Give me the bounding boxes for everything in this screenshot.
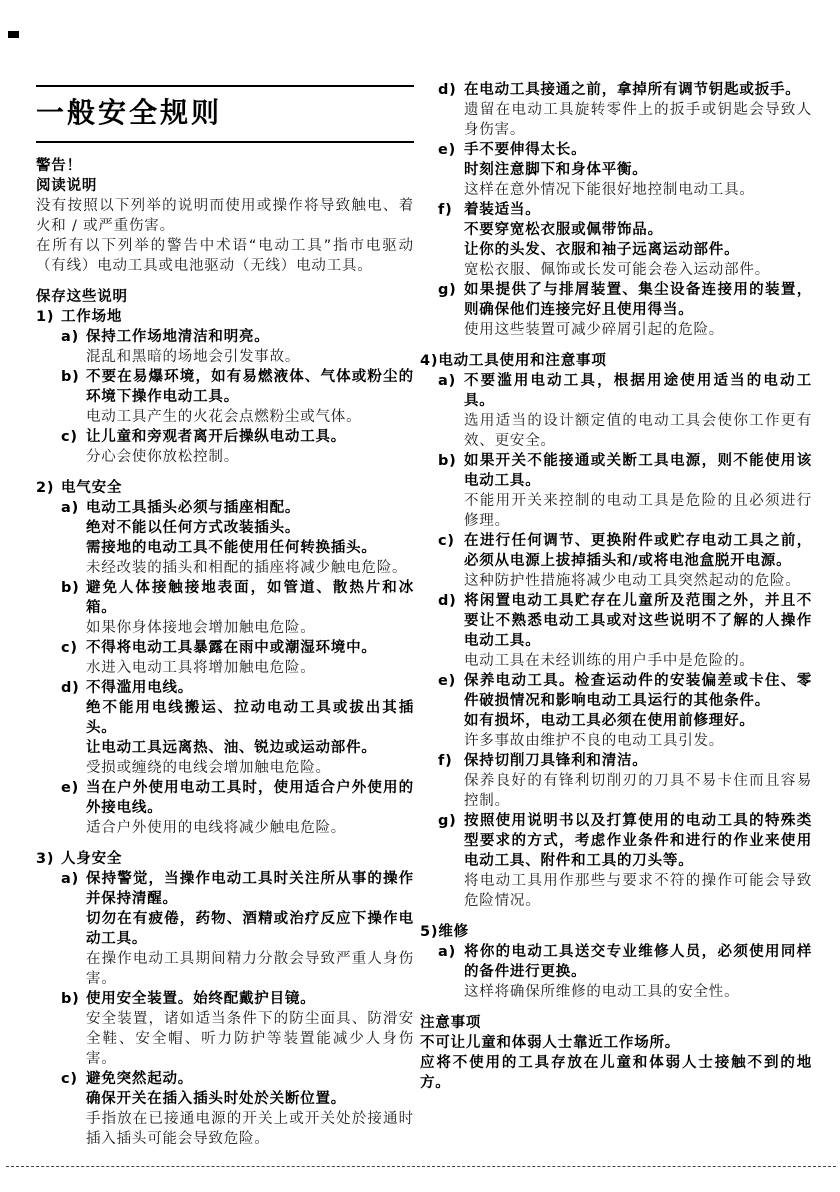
item-rule-text: 当在户外使用电动工具时，使用适合户外使用的外接电线。 bbox=[86, 780, 414, 816]
column-right-blocks bbox=[420, 80, 812, 1093]
item-rule-text: 不要穿宽松衣服或佩带饰品。 bbox=[464, 222, 663, 238]
item-letter: e) bbox=[438, 673, 457, 689]
column-left-blocks bbox=[36, 156, 414, 1149]
paragraph: 在所有以下列举的警告中术语“电动工具”指市电驱动（有线）电动工具或电池驱动（无线）电动工具。 bbox=[36, 238, 414, 274]
item-body bbox=[464, 942, 812, 1002]
section-title: 电气安全 bbox=[61, 480, 123, 496]
list-item bbox=[36, 578, 414, 638]
section-header bbox=[420, 351, 812, 371]
item-letter: b) bbox=[61, 369, 80, 385]
item-explanation-text: 手指放在已接通电源的开关上或开关处於接通时插入插头可能会导致危险。 bbox=[86, 1111, 414, 1147]
section-header bbox=[36, 307, 414, 327]
paragraph: 没有按照以下列举的说明而使用或操作将导致触电、着火和 / 或严重伤害。 bbox=[36, 198, 414, 234]
item-rule-text: 将闲置电动工具贮存在儿童所及范围之外，并且不要让不熟悉电动工具或对这些说明不了解的人操作电动工具。 bbox=[464, 593, 812, 649]
paragraph: 保存这些说明 bbox=[36, 289, 128, 305]
item-explanation-text: 保养良好的有锋利切削刃的刀具不易卡住而且容易控制。 bbox=[464, 773, 812, 809]
list-item bbox=[36, 778, 414, 838]
item-rule-text: 让你的头发、衣服和袖子远离运动部件。 bbox=[464, 242, 740, 258]
list-item bbox=[36, 638, 414, 678]
item-body bbox=[86, 989, 414, 1069]
list-item bbox=[36, 427, 414, 467]
item-rule-text: 时刻注意脚下和身体平衡。 bbox=[464, 162, 648, 178]
item-rule-text: 保持工作场地清洁和明亮。 bbox=[86, 329, 270, 345]
item-letter: a) bbox=[438, 373, 457, 389]
item-explanation-text: 电动工具在未经训练的用户手中是危险的。 bbox=[464, 653, 755, 669]
item-rule-text: 如果开关不能接通或关断工具电源，则不能使用该电动工具。 bbox=[464, 453, 812, 489]
section-number: 3) bbox=[36, 851, 55, 867]
item-letter: d) bbox=[438, 82, 457, 98]
item-rule-text: 着装适当。 bbox=[464, 202, 541, 218]
item-rule-text: 保持切削刀具锋利和清洁。 bbox=[464, 753, 648, 769]
item-rule-text: 避免突然起动。 bbox=[86, 1071, 194, 1087]
item-rule-text: 在电动工具接通之前，拿掉所有调节钥匙或扳手。 bbox=[464, 82, 801, 98]
item-letter: c) bbox=[438, 533, 455, 549]
paragraph: 阅读说明 bbox=[36, 178, 98, 194]
section-number: 2) bbox=[36, 480, 55, 496]
item-body bbox=[86, 367, 414, 427]
item-explanation-text: 水进入电动工具将增加触电危险。 bbox=[86, 660, 316, 676]
item-explanation-text: 如果你身体接地会增加触电危险。 bbox=[86, 620, 316, 636]
list-item bbox=[420, 671, 812, 751]
item-explanation-text: 这种防护性措施将减少电动工具突然起动的危险。 bbox=[464, 573, 801, 589]
item-body bbox=[86, 638, 414, 678]
item-letter: d) bbox=[61, 680, 80, 696]
item-rule-text: 不要在易爆环境，如有易燃液体、气体或粉尘的环境下操作电动工具。 bbox=[86, 369, 414, 405]
item-body bbox=[464, 811, 812, 911]
item-rule-text: 使用安全装置。始终配戴护目镜。 bbox=[86, 991, 316, 1007]
item-explanation-text: 遗留在电动工具旋转零件上的扳手或钥匙会导致人身伤害。 bbox=[464, 102, 812, 138]
item-letter: e) bbox=[61, 780, 80, 796]
section-header bbox=[420, 922, 812, 942]
item-letter: c) bbox=[61, 1071, 78, 1087]
item-body bbox=[464, 451, 812, 531]
item-explanation-text: 混乱和黑暗的场地会引发事故。 bbox=[86, 349, 301, 365]
list-item bbox=[36, 989, 414, 1069]
list-item bbox=[36, 498, 414, 578]
item-rule-text: 确保开关在插入插头时处於关断位置。 bbox=[86, 1091, 347, 1107]
item-rule-text: 需接地的电动工具不能使用任何转换插头。 bbox=[86, 540, 377, 556]
item-body bbox=[464, 200, 812, 280]
item-letter: a) bbox=[438, 944, 457, 960]
item-rule-text: 不得滥用电线。 bbox=[86, 680, 194, 696]
section-title: 工作场地 bbox=[61, 309, 123, 325]
item-body bbox=[464, 80, 812, 140]
item-rule-text: 将你的电动工具送交专业维修人员，必须使用同样的备件进行更换。 bbox=[464, 944, 812, 980]
item-explanation-text: 不能用开关来控制的电动工具是危险的且必须进行修理。 bbox=[464, 493, 812, 529]
item-explanation-text: 受损或缠绕的电线会增加触电危险。 bbox=[86, 760, 331, 776]
item-rule-text: 不得将电动工具暴露在雨中或潮湿环境中。 bbox=[86, 640, 377, 656]
section-number: 5) bbox=[420, 924, 439, 940]
list-item bbox=[36, 869, 414, 989]
item-letter: f) bbox=[438, 753, 453, 769]
item-letter: a) bbox=[61, 329, 80, 345]
item-letter: b) bbox=[61, 580, 80, 596]
cut-line bbox=[6, 1166, 836, 1167]
item-body bbox=[464, 280, 812, 340]
item-explanation-text: 许多事故由维护不良的电动工具引发。 bbox=[464, 733, 725, 749]
item-explanation-text: 分心会使你放松控制。 bbox=[86, 449, 239, 465]
column-right bbox=[420, 80, 812, 1093]
section-title: 人身安全 bbox=[61, 851, 123, 867]
item-body bbox=[86, 327, 414, 367]
item-explanation-text: 未经改装的插头和相配的插座将减少触电危险。 bbox=[86, 560, 408, 576]
list-item bbox=[420, 811, 812, 911]
item-rule-text: 手不要伸得太长。 bbox=[464, 142, 587, 158]
item-body bbox=[86, 1069, 414, 1149]
item-explanation-text: 选用适当的设计额定值的电动工具会使你工作更有效、更安全。 bbox=[464, 413, 812, 449]
item-rule-text: 在进行任何调节、更换附件或贮存电动工具之前，必须从电源上拔掉插头和/或将电池盒脱开电源。 bbox=[464, 533, 812, 569]
item-rule-text: 绝不能用电线搬运、拉动电动工具或拔出其插头。 bbox=[86, 700, 414, 736]
item-explanation-text: 在操作电动工具期间精力分散会导致严重人身伤害。 bbox=[86, 951, 414, 987]
item-letter: f) bbox=[438, 202, 453, 218]
list-item bbox=[36, 367, 414, 427]
page-title: 一般安全规则 bbox=[36, 96, 223, 129]
item-rule-text: 切勿在有疲倦，药物、酒精或治疗反应下操作电动工具。 bbox=[86, 911, 414, 947]
item-body bbox=[86, 578, 414, 638]
list-item bbox=[420, 371, 812, 451]
section-title: 维修 bbox=[438, 924, 469, 940]
item-letter: a) bbox=[61, 500, 80, 516]
item-letter: g) bbox=[438, 813, 457, 829]
item-body bbox=[86, 869, 414, 989]
list-item bbox=[36, 678, 414, 778]
item-body bbox=[464, 371, 812, 451]
item-explanation-text: 将电动工具用作那些与要求不符的操作可能会导致危险情况。 bbox=[464, 873, 812, 909]
item-explanation-text: 电动工具产生的火花会点燃粉尘或气体。 bbox=[86, 409, 362, 425]
item-rule-text: 绝对不能以任何方式改装插头。 bbox=[86, 520, 301, 536]
item-letter: c) bbox=[61, 429, 78, 445]
item-explanation-text: 安全装置，诸如适当条件下的防尘面具、防滑安全鞋、安全帽、听力防护等装置能减少人身伤害。 bbox=[86, 1011, 414, 1067]
list-item bbox=[420, 80, 812, 140]
section-number: 4) bbox=[420, 353, 439, 369]
item-letter: b) bbox=[438, 453, 457, 469]
list-item bbox=[420, 140, 812, 200]
item-explanation-text: 这样将确保所维修的电动工具的安全性。 bbox=[464, 984, 740, 1000]
item-rule-text: 避免人体接触接地表面，如管道、散热片和冰箱。 bbox=[86, 580, 414, 616]
item-letter: a) bbox=[61, 871, 80, 887]
section-title: 电动工具使用和注意事项 bbox=[438, 353, 607, 369]
item-body bbox=[464, 591, 812, 671]
paragraph: 警告！ bbox=[36, 158, 82, 174]
item-body bbox=[86, 427, 414, 467]
registration-mark bbox=[8, 31, 19, 38]
paragraph: 注意事项 bbox=[420, 1015, 482, 1031]
paragraph: 应将不使用的工具存放在儿童和体弱人士接触不到的地方。 bbox=[420, 1055, 812, 1091]
item-rule-text: 电动工具插头必须与插座相配。 bbox=[86, 500, 301, 516]
list-item bbox=[420, 942, 812, 1002]
item-body bbox=[86, 778, 414, 838]
item-rule-text: 按照使用说明书以及打算使用的电动工具的特殊类型要求的方式，考虑作业条件和进行的作业来使用电动工具、附件和工具的刀头等。 bbox=[464, 813, 812, 869]
list-item bbox=[420, 280, 812, 340]
item-letter: c) bbox=[61, 640, 78, 656]
item-letter: e) bbox=[438, 142, 457, 158]
item-rule-text: 如有损坏，电动工具必须在使用前修理好。 bbox=[464, 713, 755, 729]
item-explanation-text: 宽松衣服、佩饰或长发可能会卷入运动部件。 bbox=[464, 262, 770, 278]
section-header bbox=[36, 849, 414, 869]
item-rule-text: 如果提供了与排屑装置、集尘设备连接用的装置，则确保他们连接完好且使用得当。 bbox=[464, 282, 812, 318]
list-item bbox=[420, 531, 812, 591]
list-item bbox=[36, 1069, 414, 1149]
item-body bbox=[464, 751, 812, 811]
item-rule-text: 让电动工具远离热、油、锐边或运动部件。 bbox=[86, 740, 377, 756]
section-header bbox=[36, 478, 414, 498]
item-letter: d) bbox=[438, 593, 457, 609]
item-explanation-text: 适合户外使用的电线将减少触电危险。 bbox=[86, 820, 347, 836]
list-item bbox=[420, 451, 812, 531]
list-item bbox=[420, 591, 812, 671]
item-body bbox=[464, 140, 812, 200]
paragraph: 不可让儿童和体弱人士靠近工作场所。 bbox=[420, 1035, 681, 1051]
item-letter: b) bbox=[61, 991, 80, 1007]
item-rule-text: 让儿童和旁观者离开后操纵电动工具。 bbox=[86, 429, 347, 445]
item-rule-text: 保养电动工具。检查运动件的安装偏差或卡住、零件破损情况和影响电动工具运行的其他条件。 bbox=[464, 673, 812, 709]
item-explanation-text: 使用这些装置可减少碎屑引起的危险。 bbox=[464, 322, 725, 338]
item-body bbox=[464, 671, 812, 751]
item-rule-text: 不要滥用电动工具，根据用途使用适当的电动工具。 bbox=[464, 373, 812, 409]
item-body bbox=[464, 531, 812, 591]
item-rule-text: 保持警觉，当操作电动工具时关注所从事的操作并保持清醒。 bbox=[86, 871, 414, 907]
section-number: 1) bbox=[36, 309, 55, 325]
list-item bbox=[420, 751, 812, 811]
item-body bbox=[86, 498, 414, 578]
item-explanation-text: 这样在意外情况下能很好地控制电动工具。 bbox=[464, 182, 755, 198]
item-body bbox=[86, 678, 414, 778]
item-letter: g) bbox=[438, 282, 457, 298]
list-item bbox=[420, 200, 812, 280]
column-left bbox=[36, 85, 414, 1149]
list-item bbox=[36, 327, 414, 367]
title-block bbox=[36, 85, 414, 143]
